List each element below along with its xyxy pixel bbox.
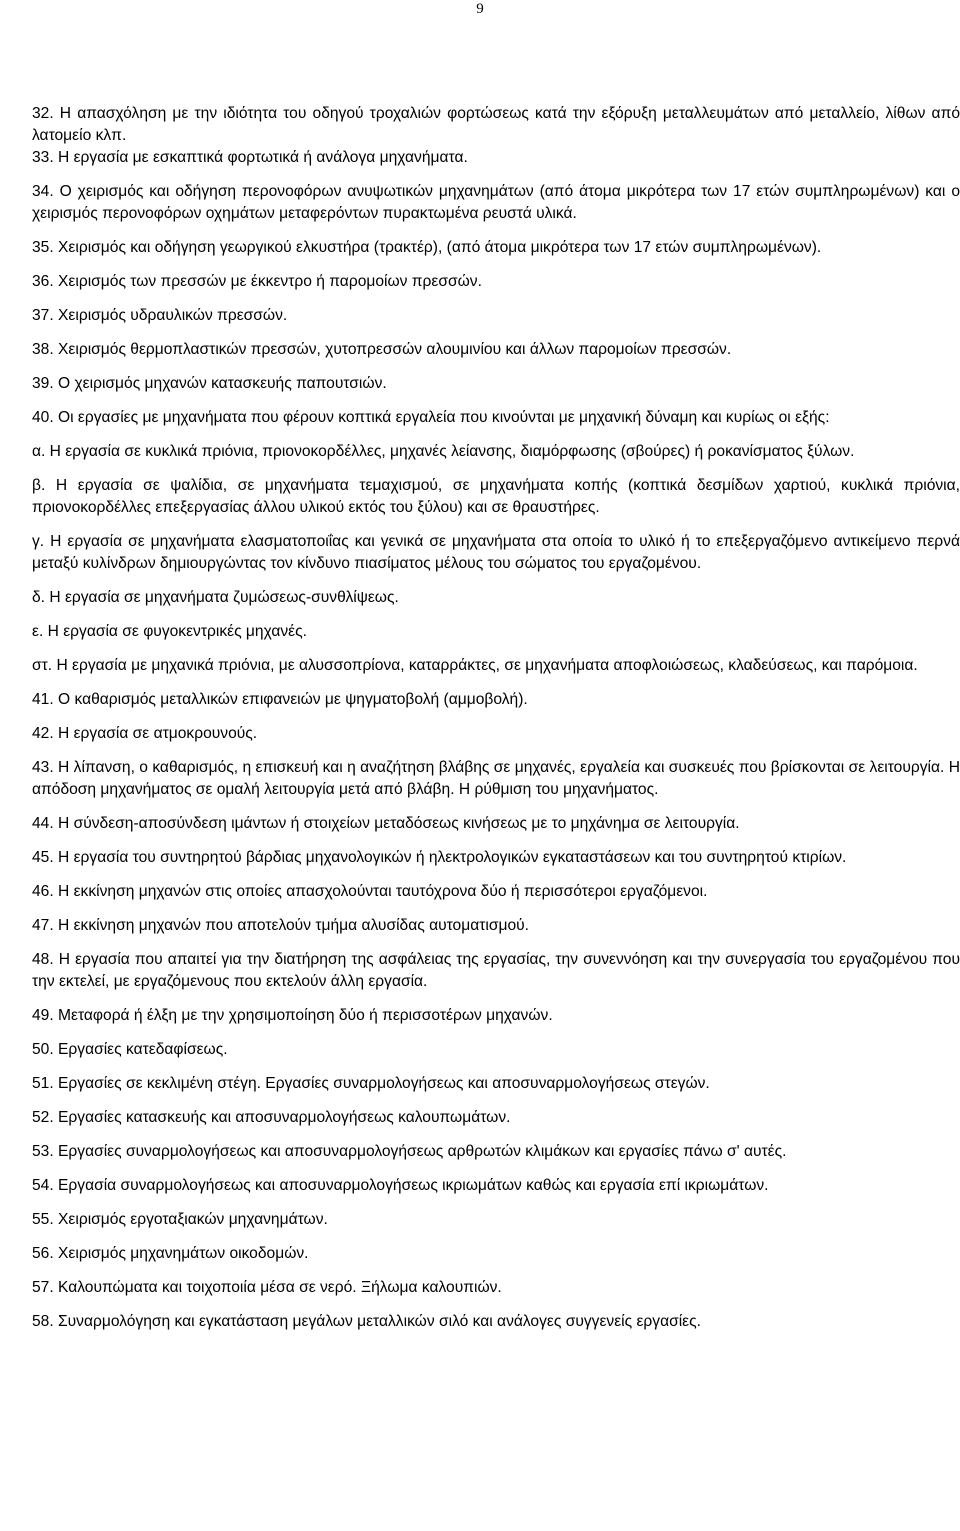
list-item: 46. Η εκκίνηση μηχανών στις οποίες απασχολούνται ταυτόχρονα δύο ή περισσότεροι εργαζόμενοι. <box>32 883 708 900</box>
list-item: 58. Συναρμολόγηση και εγκατάσταση μεγάλων μεταλλικών σιλό και ανάλογες συγγενείς εργασίες. <box>32 1313 701 1330</box>
list-item: 49. Μεταφορά ή έλξη με την χρησιμοποίηση δύο ή περισσοτέρων μηχανών. <box>32 1007 553 1024</box>
list-item: 47. Η εκκίνηση μηχανών που αποτελούν τμήμα αλυσίδας αυτοματισμού. <box>32 917 529 934</box>
list-item: 41. Ο καθαρισμός μεταλλικών επιφανειών με ψηγματοβολή (αμμοβολή). <box>32 691 528 708</box>
page-number: 9 <box>476 1 484 17</box>
list-item: 34. Ο χειρισμός και οδήγηση περονοφόρων ανυψωτικών μηχανημάτων (από άτομα μικρότερα των 17 ετών συμπληρωμένων) και ο χειρισμός περονοφόρων οχημάτων μεταφερόντων πυρακτωμένα ρευστά υλικά. <box>32 183 960 222</box>
list-item: 51. Εργασίες σε κεκλιμένη στέγη. Εργασίες συναρμολογήσεως και αποσυναρμολογήσεως στεγών. <box>32 1075 710 1092</box>
list-item: 38. Χειρισμός θερμοπλαστικών πρεσσών, χυτοπρεσσών αλουμινίου και άλλων παρομοίων πρεσσών. <box>32 341 732 358</box>
list-item: γ. Η εργασία σε μηχανήματα ελασματοποιΐας και γενικά σε μηχανήματα στα οποία το υλικό ή το επεξεργαζόμενο αντικείμενο περνά μεταξύ κυλίνδρων δημιουργώντας τον κίνδυνο πιασίματος μέλους του σώματος του εργαζομένου. <box>32 533 960 572</box>
document-body <box>32 103 960 1345</box>
list-item: 48. Η εργασία που απαιτεί για την διατήρηση της ασφάλειας της εργασίας, την συνεννόηση και την συνεργασία του εργαζομένου που την εκτελεί, με εργαζόμενους που εκτελούν άλλη εργασία. <box>32 951 960 990</box>
list-item: 35. Χειρισμός και οδήγηση γεωργικού ελκυστήρα (τρακτέρ), (από άτομα μικρότερα των 17 ετών συμπληρωμένων). <box>32 239 822 256</box>
list-item: 55. Χειρισμός εργοταξιακών μηχανημάτων. <box>32 1211 328 1228</box>
list-item: 54. Εργασία συναρμολογήσεως και αποσυναρμολογήσεως ικριωμάτων καθώς και εργασία επί ικριωμάτων. <box>32 1177 769 1194</box>
list-item: 42. Η εργασία σε ατμοκρουνούς. <box>32 725 258 742</box>
list-item: στ. Η εργασία με μηχανικά πριόνια, με αλυσσοπρίονα, καταρράκτες, σε μηχανήματα αποφλοιώσεως, κλαδεύσεως, και παρόμοια. <box>32 657 918 674</box>
list-item: 44. Η σύνδεση-αποσύνδεση ιμάντων ή στοιχείων μεταδόσεως κινήσεως με το μηχάνημα σε λειτουργία. <box>32 815 740 832</box>
list-item: 52. Εργασίες κατασκευής και αποσυναρμολογήσεως καλουπωμάτων. <box>32 1109 511 1126</box>
list-item: 43. Η λίπανση, ο καθαρισμός, η επισκευή και η αναζήτηση βλάβης σε μηχανές, εργαλεία και συσκευές που βρίσκονται σε λειτουργία. Η απόδοση μηχανήματος σε ομαλή λειτουργία μετά από βλάβη. Η ρύθμιση του μηχανήματος. <box>32 759 960 798</box>
list-item: 33. Η εργασία με εσκαπτικά φορτωτικά ή ανάλογα μηχανήματα. <box>32 149 468 166</box>
list-item: 57. Καλουπώματα και τοιχοποιία μέσα σε νερό. Ξήλωμα καλουπιών. <box>32 1279 502 1296</box>
list-item: 37. Χειρισμός υδραυλικών πρεσσών. <box>32 307 288 324</box>
list-item: 53. Εργασίες συναρμολογήσεως και αποσυναρμολογήσεως αρθρωτών κλιμάκων και εργασίες πάνω σ' αυτές. <box>32 1143 787 1160</box>
list-item: 45. Η εργασία του συντηρητού βάρδιας μηχανολογικών ή ηλεκτρολογικών εγκαταστάσεων και του συντηρητού κτιρίων. <box>32 849 847 866</box>
list-item: ε. Η εργασία σε φυγοκεντρικές μηχανές. <box>32 623 307 640</box>
list-item: 40. Οι εργασίες με μηχανήματα που φέρουν κοπτικά εργαλεία που κινούνται με μηχανική δύναμη και κυρίως οι εξής: <box>32 409 830 426</box>
list-item: δ. Η εργασία σε μηχανήματα ζυμώσεως-συνθλίψεως. <box>32 589 399 606</box>
list-item: 36. Χειρισμός των πρεσσών με έκκεντρο ή παρομοίων πρεσσών. <box>32 273 482 290</box>
list-item: 39. Ο χειρισμός μηχανών κατασκευής παπουτσιών. <box>32 375 387 392</box>
list-item: 56. Χειρισμός μηχανημάτων οικοδομών. <box>32 1245 309 1262</box>
list-item: 32. Η απασχόληση με την ιδιότητα του οδηγού τροχαλιών φορτώσεως κατά την εξόρυξη μεταλλευμάτων από μεταλλείο, λίθων από λατομείο κλπ. <box>32 105 960 144</box>
list-item: 50. Εργασίες κατεδαφίσεως. <box>32 1041 228 1058</box>
list-item: α. Η εργασία σε κυκλικά πριόνια, πριονοκορδέλλες, μηχανές λείανσης, διαμόρφωσης (σβούρες) ή ροκανίσματος ξύλων. <box>32 443 855 460</box>
list-item: β. Η εργασία σε ψαλίδια, σε μηχανήματα τεμαχισμού, σε μηχανήματα κοπής (κοπτικά δεσμίδων χαρτιού, κυκλικά πριόνια, πριονοκορδέλλες επεξεργασίας άλλου υλικού εκτός του ξύλου) και σε θραυστήρες. <box>32 477 960 516</box>
